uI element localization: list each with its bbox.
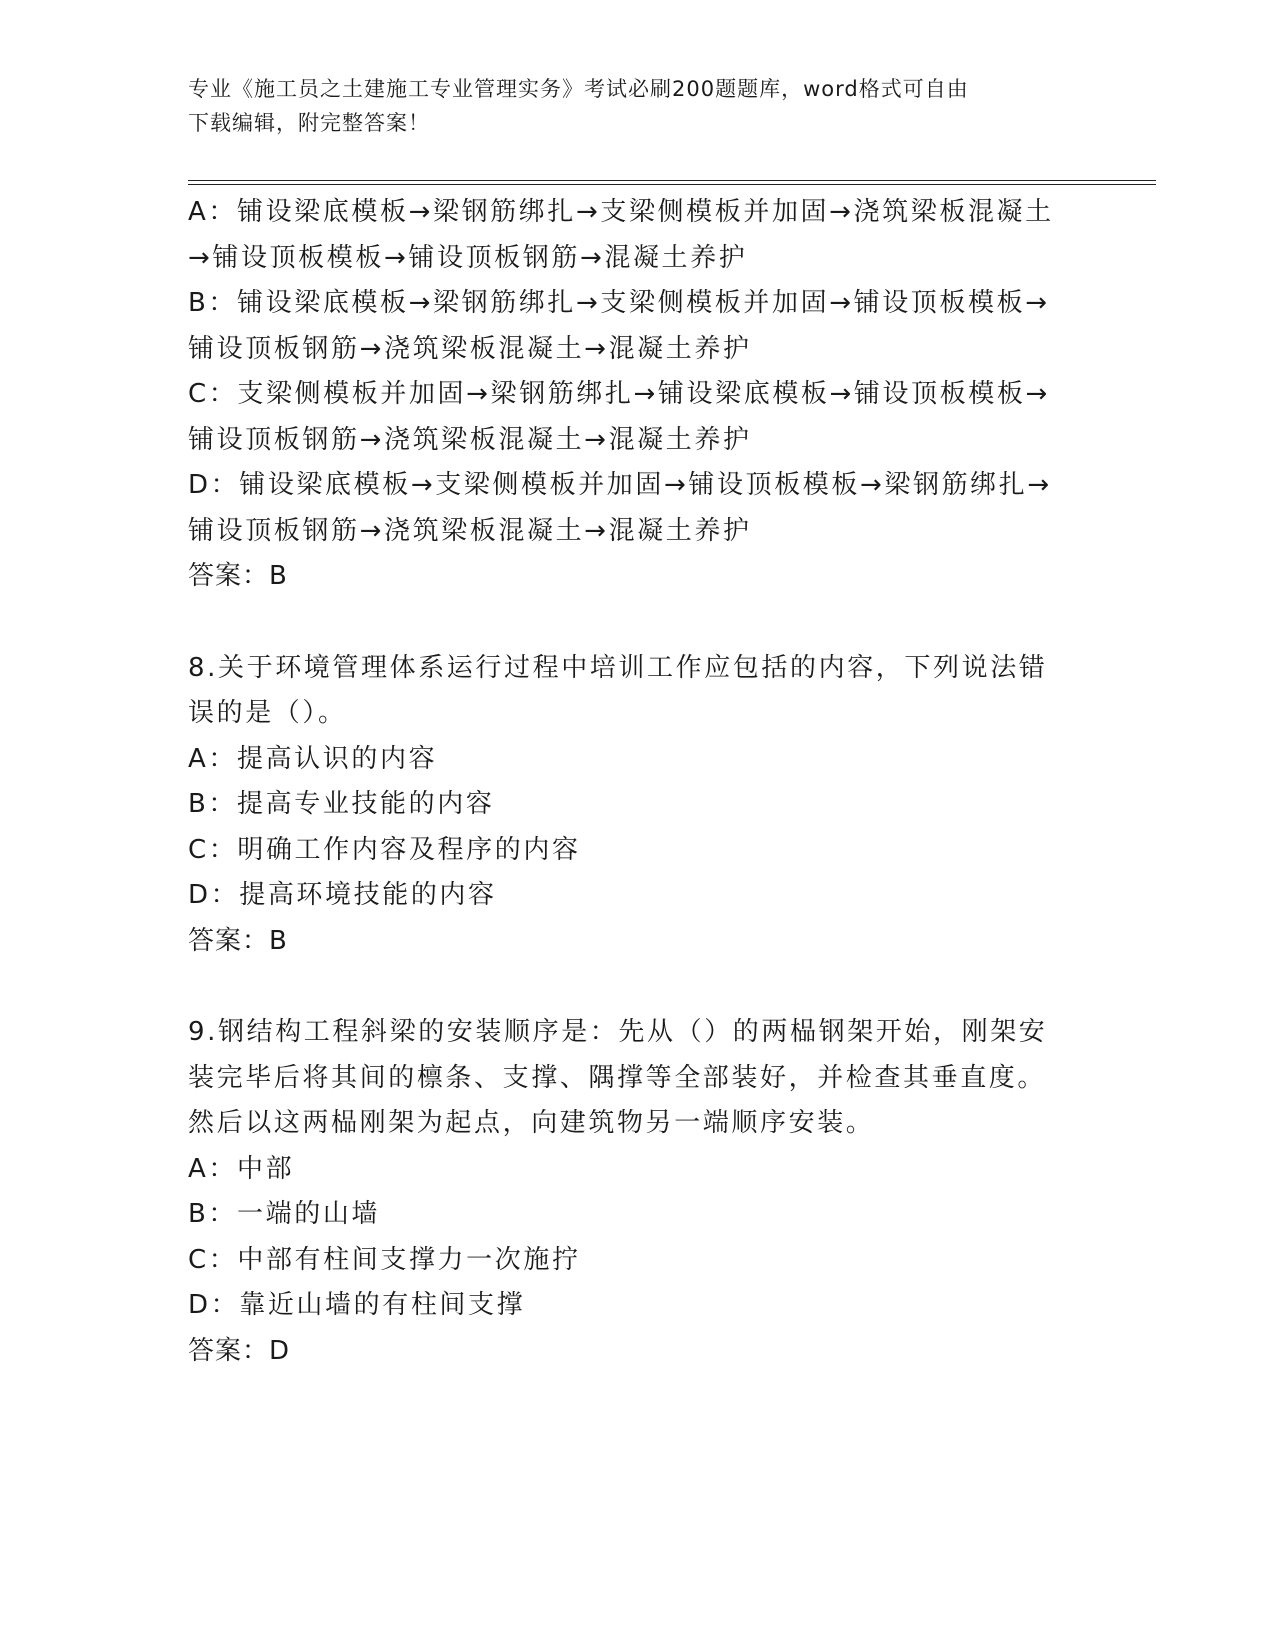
q9-stem-line-3: 然后以这两榀刚架为起点，向建筑物另一端顺序安装。 [188, 1108, 875, 1138]
q9-stem-line-1: 9.钢结构工程斜梁的安装顺序是：先从（）的两榀钢架开始，刚架安 [188, 1017, 1048, 1047]
q8-answer: 答案：B [188, 925, 288, 956]
q8-stem-line-1: 8.关于环境管理体系运行过程中培训工作应包括的内容，下列说法错 [188, 652, 1048, 683]
q9-option-b: B：一端的山墙 [188, 1199, 381, 1229]
q8-stem-line-2: 误的是（）。 [188, 698, 347, 728]
q9-option-c: C：中部有柱间支撑力一次施拧 [188, 1244, 581, 1275]
q7-option-d-line-2: 铺设顶板钢筋→浇筑梁板混凝土→混凝土养护 [188, 515, 752, 546]
q9-answer: 答案：D [188, 1335, 291, 1366]
q9-option-a: A：中部 [188, 1153, 295, 1184]
q7-option-b-line-1: B：铺设梁底模板→梁钢筋绑扎→支梁侧模板并加固→铺设顶板模板→ [188, 288, 1050, 318]
q9-stem-line-2: 装完毕后将其间的檩条、支撑、隅撑等全部装好，并检查其垂直度。 [188, 1062, 1047, 1093]
q7-option-c-line-1: C：支梁侧模板并加固→梁钢筋绑扎→铺设梁底模板→铺设顶板模板→ [188, 379, 1050, 409]
document-header [188, 72, 1068, 140]
question-7-block [188, 190, 1078, 600]
q7-option-a-line-2: →铺设顶板模板→铺设顶板钢筋→混凝土养护 [188, 242, 748, 273]
header-divider-thin [188, 184, 1156, 185]
q7-option-b-line-2: 铺设顶板钢筋→浇筑梁板混凝土→混凝土养护 [188, 333, 752, 364]
question-content [188, 190, 1078, 1374]
q8-option-b: B：提高专业技能的内容 [188, 789, 495, 819]
q8-option-c: C：明确工作内容及程序的内容 [188, 834, 581, 865]
q7-option-d-line-1: D：铺设梁底模板→支梁侧模板并加固→铺设顶板模板→梁钢筋绑扎→ [188, 470, 1052, 500]
spacer [188, 600, 1078, 646]
spacer [188, 964, 1078, 1010]
header-line-1: 专业《施工员之土建施工专业管理实务》考试必刷200题题库，word格式可自由 [188, 77, 969, 101]
header-divider-thick [188, 180, 1156, 181]
q7-option-a-line-1: A：铺设梁底模板→梁钢筋绑扎→支梁侧模板并加固→浇筑梁板混凝土 [188, 197, 1054, 227]
q7-answer: 答案：B [188, 561, 288, 591]
q7-option-c-line-2: 铺设顶板钢筋→浇筑梁板混凝土→混凝土养护 [188, 424, 752, 455]
q8-option-a: A：提高认识的内容 [188, 743, 438, 774]
q9-option-d: D：靠近山墙的有柱间支撑 [188, 1290, 526, 1320]
question-8-block [188, 646, 1078, 965]
header-line-2: 下载编辑，附完整答案！ [188, 111, 430, 135]
question-9-block [188, 1010, 1078, 1374]
q8-option-d: D：提高环境技能的内容 [188, 880, 497, 910]
